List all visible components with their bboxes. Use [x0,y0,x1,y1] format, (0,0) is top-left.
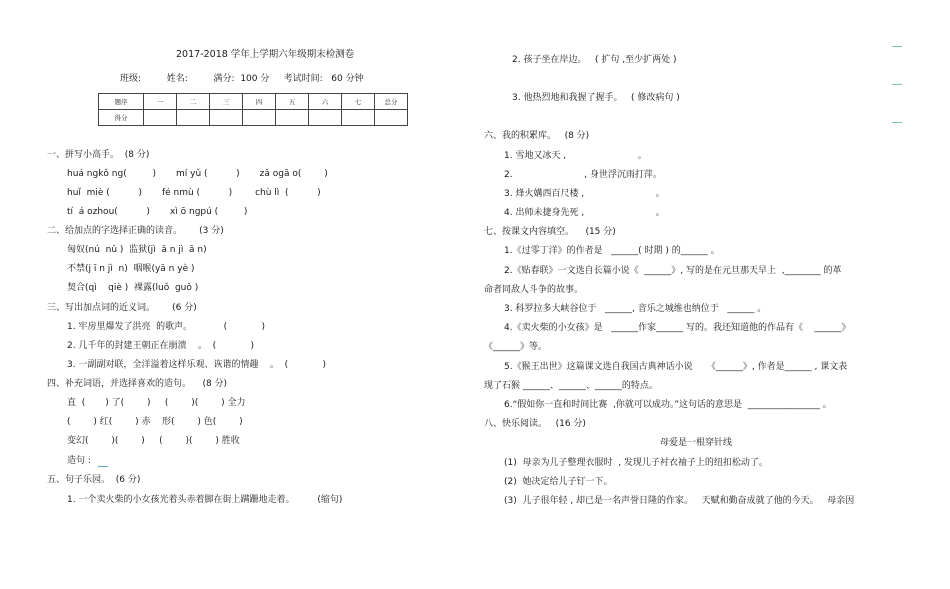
table-cell[interactable] [243,110,276,126]
question-line: 契合(qì qiè ) 裸露(luǒ guǒ ) [67,283,199,293]
score-table [98,93,408,126]
question-line: 2. 几千年的封建王朝正在崩溃 。 ( ) [67,341,254,351]
question-line: 3. 烽火媾西百尺楼 , 。 [504,189,665,199]
section-heading: 三、写出加点词的近义词。 (6 分) [47,303,197,313]
question-line: 2. 孩子坐在岸边。 ( 扩句 ,至少扩两处 ) [512,55,677,65]
score-table-score-row [99,110,408,126]
question-line: 3. 科罗拉多大峡谷位于 ______, 音乐之城维也纳位于 ______ 。 [504,304,767,314]
section-heading: 六、我的积累库。 (8 分) [484,131,590,141]
question-line: 2.《贴春联》一文选自长篇小说《 ______》, 写的是在元旦那天早上 ,________ 的革 [504,266,842,276]
table-cell: 二 [177,94,210,110]
question-line: tí á ozhou( ) xì ō ngpú ( ) [67,207,248,217]
reading-paragraph: (3) 儿子很年轻 , 却已是一名声誉日隆的作家。 天赋和勤奋成就了他的今天。 母亲因 [504,496,855,506]
table-cell: 一 [144,94,177,110]
question-line: 3. 他热烈地和我握了握手。 ( 修改病句 ) [512,93,680,103]
table-cell: 六 [309,94,342,110]
question-line: huá ngkǒ ng( ) mí yǔ ( ) zǎ ogā o( ) [67,169,328,179]
question-line: 变幻( )( ) ( )( ) 胜收 [67,436,240,446]
table-cell[interactable] [144,110,177,126]
section-heading: 一、拼写小高手。 (8 分) [47,150,150,160]
table-cell: 四 [243,94,276,110]
question-line: 匈奴(nú nǔ ) 监狱(jì ā n jì ā n) [67,245,207,255]
sentence-prompt: 造句 : [67,456,91,466]
exam-info: 班级: 姓名: 满分: 100 分 考试时间: 60 分钟 [120,74,364,84]
table-cell: 得分 [99,110,144,126]
reading-paragraph: (1) 母亲为儿子整理衣服时 , 发现儿子衬衣袖子上的纽扣松动了。 [504,458,768,468]
table-cell[interactable] [210,110,243,126]
table-cell[interactable] [375,110,408,126]
question-line: 4. 出师未捷身先死 , 。 [504,208,665,218]
table-cell: 三 [210,94,243,110]
margin-mark [892,84,902,85]
section-heading: 四、补充词语，并选择喜欢的造句。 (8 分) [47,379,228,389]
table-cell: 七 [342,94,375,110]
table-cell: 五 [276,94,309,110]
section-heading: 七、按课文内容填空。 (15 分) [484,227,616,237]
table-cell[interactable] [309,110,342,126]
reading-paragraph: (2) 她决定给儿子钉一下。 [504,477,613,487]
question-line: 1. 雪地又冰天 , 。 [504,151,647,161]
exam-title: 2017-2018 学年上学期六年级期末检测卷 [176,49,355,60]
question-line: 2. , 身世浮沉雨打萍。 [504,170,662,180]
margin-mark [892,46,902,47]
section-heading: 五、句子乐园。 (6 分) [47,475,141,485]
question-line: 直 ( ) 了( ) ( )( ) 全力 [67,398,246,408]
reading-title: 母爱是一根穿针线 [660,438,733,448]
question-line: ( ) 红( ) 赤 形( ) 色( ) [67,417,243,427]
section-heading: 八、快乐阅读。 (16 分) [484,419,586,429]
question-line: 3. 一副副对联，全洋溢着这样乐观、诙谐的情趣 。 ( ) [67,360,326,370]
question-line: 现了石猴 ______、______、______的特点。 [484,381,658,391]
question-line: 1.《过零丁洋》的作者是 ______( 时期 ) 的______ 。 [504,246,720,256]
score-table-header-row [99,94,408,110]
margin-mark [892,122,902,123]
question-line: 命者同敌人斗争的故事。 [484,285,584,295]
table-cell[interactable] [276,110,309,126]
question-line: 1. 一个卖火柴的小女孩光着头赤着脚在街上蹒跚地走着。 (缩句) [67,495,343,505]
table-cell[interactable] [177,110,210,126]
question-line: 《______》等。 [484,342,548,352]
question-line: 1. 牢房里爆发了洪亮 的歌声。 ( ) [67,322,265,332]
question-line: huǐ miè ( ) fé nmù ( ) chù lì ( ) [67,188,321,198]
section-heading: 二、给加点的字选择正确的读音。 (3 分) [47,226,224,236]
table-cell: 总分 [375,94,408,110]
question-line: 5.《猴王出世》这篇课文选自我国古典神话小说 《______》, 作者是______ , 课文表 [504,362,848,372]
question-line: 6.“假如你一直和时间比赛 ,你就可以成功。”这句话的意思是 ________________ 。 [504,400,832,410]
question-line: 4.《卖火柴的小女孩》是 ______作家______ 写的。我还知道他的作品有《 ______》 [504,323,851,333]
question-line: 不禁(j ī n jì n) 咽喉(yā n yè ) [67,264,195,274]
table-cell: 题序 [99,94,144,110]
table-cell[interactable] [342,110,375,126]
answer-blank[interactable] [98,466,108,467]
